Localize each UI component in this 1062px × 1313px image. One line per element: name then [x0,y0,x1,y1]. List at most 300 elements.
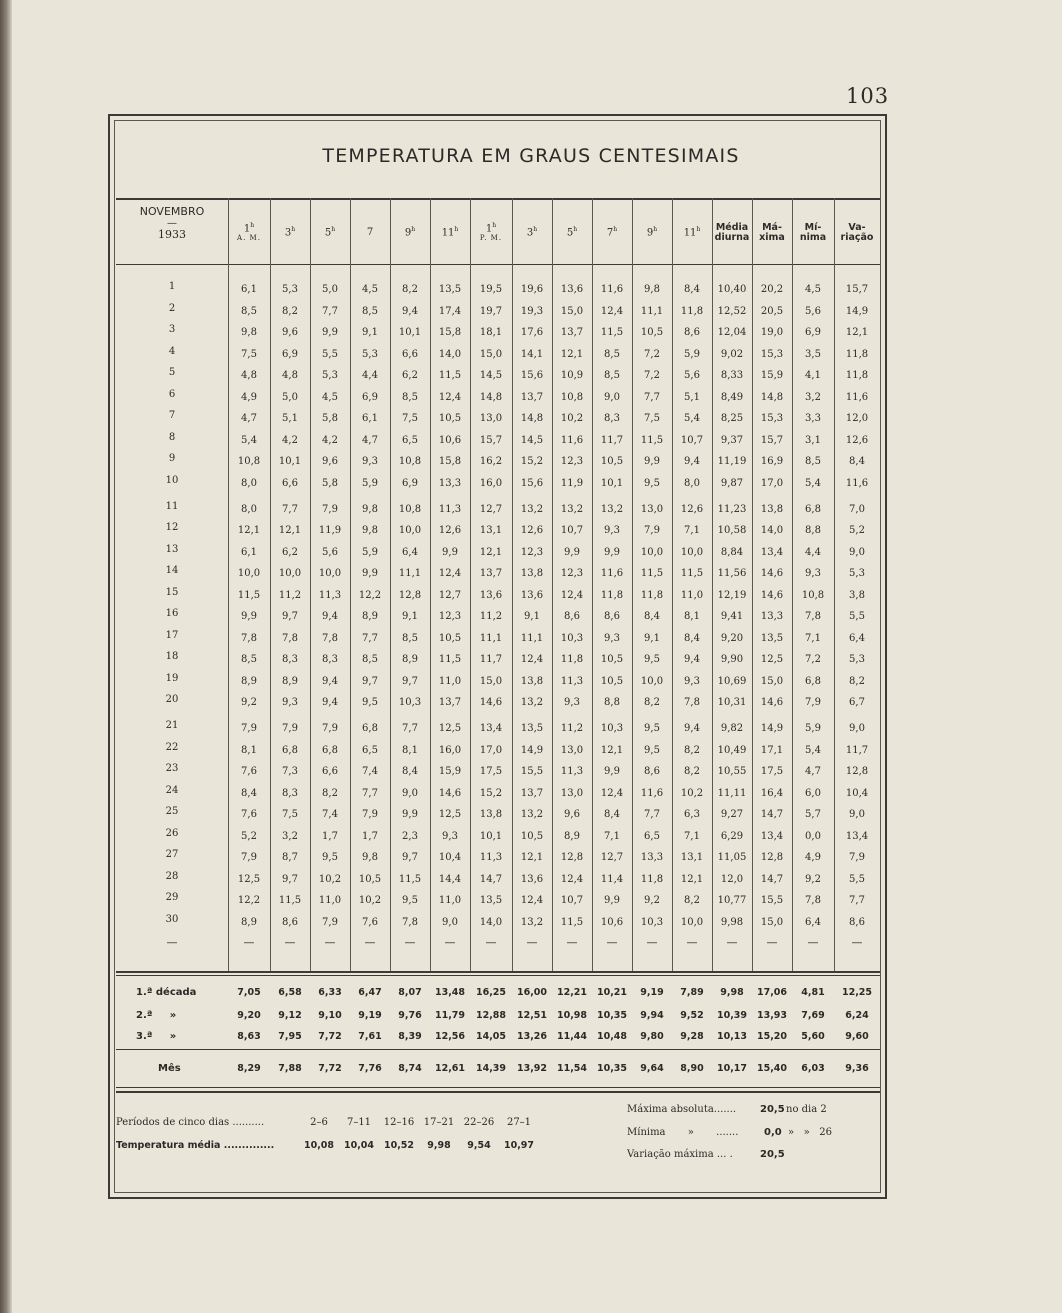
table-cell: 10,5 [600,675,624,687]
table-row-day: 28 [165,870,179,882]
table-cell: 10,0 [237,568,261,580]
table-cell: 12,52 [717,305,747,317]
summary-cell: 9,76 [398,1010,422,1021]
table-cell: 11,0 [680,589,704,601]
table-cell: 11,5 [438,654,462,666]
table-cell: 7,8 [684,697,700,709]
table-cell: 8,2 [402,284,418,295]
table-cell: 7,6 [362,916,378,928]
table-cell: 13,4 [760,830,784,842]
header-extra-line1: Va- [848,222,866,234]
dash-row-cell: — [766,935,778,949]
table-cell: 7,7 [402,723,418,734]
table-cell: 7,0 [849,503,865,515]
table-row-day: 24 [165,784,179,796]
table-cell: 4,7 [805,766,821,778]
table-cell: 11,9 [318,525,342,537]
table-cell: 10,2 [680,787,704,799]
table-cell: 9,7 [402,675,418,687]
summary-cell: 9,52 [680,1010,704,1021]
table-row-day: 22 [165,741,179,753]
table-cell: 14,9 [520,744,544,756]
header-hour-11 [672,204,712,262]
table-cell: 6,5 [362,744,378,756]
table-cell: 9,27 [720,809,744,821]
table-cell: 5,1 [282,413,298,425]
table-cell: 11,4 [600,873,624,885]
table-cell: 8,1 [241,744,257,756]
table-cell: 10,58 [717,525,747,537]
table-cell: 7,8 [322,632,338,644]
table-row-day: 6 [168,388,176,400]
table-cell: 6,9 [805,327,821,339]
table-cell: 9,8 [362,852,378,864]
book-spine [0,0,12,1313]
header-extra-line2: xima [759,232,785,243]
table-cell: 8,9 [362,611,378,623]
table-cell: 17,5 [479,766,503,778]
table-cell: 14,1 [520,348,544,360]
table-cell: 17,0 [760,477,784,489]
header-hour-2 [310,204,350,262]
table-cell: 12,4 [600,305,624,317]
table-cell: 14,6 [760,568,784,580]
table-cell: 12,0 [720,873,744,885]
table-cell: 7,9 [241,852,257,864]
table-cell: 3,5 [805,348,821,360]
header-hour-9 [592,204,632,262]
table-cell: 14,8 [479,391,503,403]
table-cell: 8,9 [241,916,257,928]
table-cell: 7,1 [604,830,620,842]
table-cell: 11,0 [438,675,462,687]
header-hour-label: 5$^h$ [566,226,578,239]
table-cell: 11,23 [717,503,747,515]
table-cell: 11,2 [479,611,503,623]
header-hour-sup: h [696,226,701,234]
table-cell: 5,5 [849,873,865,885]
table-cell: 15,2 [520,456,544,468]
table-cell: 12,1 [520,852,544,864]
table-cell: 15,6 [520,477,544,489]
summary-cell: 12,88 [475,1010,507,1021]
table-cell: 15,2 [479,787,503,799]
table-cell: 8,5 [362,654,378,666]
period-range: 7–11 [346,1117,372,1128]
rule-line [116,1049,880,1050]
table-cell: 14,0 [760,525,784,537]
dash-row-cell: — [404,935,416,949]
summary-cell: 8,07 [398,987,422,998]
table-cell: 5,8 [322,413,338,425]
table-cell: 9,4 [402,305,418,317]
table-cell: 8,9 [402,654,418,666]
summary-label: Mês [158,1063,181,1074]
table-cell: 10,3 [398,697,422,709]
header-hour-sup: h [573,226,578,234]
summary-cell: 5,60 [801,1031,825,1042]
table-cell: 11,8 [845,370,869,382]
table-cell: 10,3 [560,632,584,644]
summary-cell: 16,25 [475,987,507,998]
table-cell: 14,9 [760,723,784,734]
header-hour-10 [632,204,672,262]
min-value: 0,0 [764,1127,782,1138]
table-cell: 14,5 [520,434,544,446]
header-extra-line1: Média [715,222,749,234]
table-cell: 5,9 [805,723,821,734]
table-cell: 12,1 [479,546,503,558]
period-range: 17–21 [423,1117,455,1128]
min-label: Mínima » ....... [627,1127,739,1138]
table-cell: 15,7 [760,434,784,446]
header-year: 1933 [158,228,186,242]
table-cell: 9,7 [362,675,378,687]
table-cell: 12,8 [560,852,584,864]
table-cell: 7,8 [282,632,298,644]
table-cell: 13,8 [520,568,544,580]
table-cell: 9,8 [362,503,378,515]
table-cell: 12,3 [560,456,584,468]
table-cell: 1,7 [362,830,378,842]
table-cell: 10,9 [560,370,584,382]
table-cell: 19,0 [760,327,784,339]
table-cell: 3,1 [805,434,821,446]
table-cell: 15,0 [479,348,503,360]
table-cell: 8,5 [604,348,620,360]
table-cell: 6,9 [362,391,378,403]
period-mean: 10,08 [303,1140,335,1151]
table-cell: 6,5 [644,830,660,842]
table-cell: 8,2 [644,697,660,709]
table-row-day: 18 [165,651,179,663]
summary-label: 1.ª década [136,987,197,998]
header-dash: — [167,218,177,230]
table-cell: 7,1 [684,525,700,537]
table-cell: 4,2 [282,434,298,446]
table-cell: 14,6 [479,697,503,709]
header-hour-label: 11$^h$ [683,226,701,239]
table-cell: 9,9 [564,546,580,558]
table-cell: 4,5 [362,284,378,295]
summary-cell: 9,80 [640,1031,664,1042]
table-cell: 12,6 [438,525,462,537]
table-cell: 12,1 [845,327,869,339]
table-cell: 11,7 [479,654,503,666]
table-cell: 5,6 [805,305,821,317]
table-cell: 9,8 [362,525,378,537]
table-row-day: 14 [165,565,179,577]
summary-cell: 8,39 [398,1031,422,1042]
table-cell: 6,6 [282,477,298,489]
table-cell: 5,4 [805,477,821,489]
table-cell: 9,0 [442,916,458,928]
summary-cell: 6,24 [845,1010,869,1021]
table-cell: 9,2 [644,895,660,907]
summary-cell: 9,19 [358,1010,382,1021]
table-cell: 7,8 [241,632,257,644]
table-cell: 8,84 [720,546,744,558]
summary-cell: 9,28 [680,1031,704,1042]
table-cell: 17,4 [438,305,462,317]
table-cell: 8,9 [241,675,257,687]
summary-cell: 10,39 [716,1010,748,1021]
table-cell: 10,3 [640,916,664,928]
table-cell: 11,7 [600,434,624,446]
table-cell: 16,2 [479,456,503,468]
table-cell: 13,0 [479,413,503,425]
table-cell: 7,9 [644,525,660,537]
table-cell: 9,0 [849,546,865,558]
dash-row-cell: — [526,935,538,949]
table-cell: 3,2 [805,391,821,403]
summary-cell: 9,94 [640,1010,664,1021]
summary-cell: 10,13 [716,1031,748,1042]
table-cell: 8,5 [402,391,418,403]
table-cell: 14,6 [760,697,784,709]
table-cell: 11,8 [560,654,584,666]
table-cell: 10,7 [560,895,584,907]
summary-cell: 10,17 [716,1063,748,1074]
summary-cell: 7,05 [237,987,261,998]
table-cell: 9,3 [604,632,620,644]
table-row-day: 4 [168,345,176,357]
table-cell: 9,2 [241,697,257,709]
table-cell: 8,4 [241,787,257,799]
table-cell: 6,8 [282,744,298,756]
table-cell: 7,8 [805,611,821,623]
table-cell: 12,5 [438,723,462,734]
table-cell: 9,87 [720,477,744,489]
table-cell: 7,9 [322,916,338,928]
summary-cell: 6,58 [278,987,302,998]
table-cell: 5,2 [241,830,257,842]
header-extra-line2: riação [840,232,874,243]
table-cell: 6,1 [241,284,257,295]
summary-cell: 8,29 [237,1063,261,1074]
header-hour-sup: h [454,226,459,234]
period-range: 12–16 [383,1117,415,1128]
table-cell: 5,3 [282,284,298,295]
table-cell: 10,5 [438,632,462,644]
table-cell: 6,8 [322,744,338,756]
table-cell: 9,1 [524,611,540,623]
table-cell: 19,5 [479,284,503,295]
table-cell: 6,8 [805,675,821,687]
table-cell: 8,3 [322,654,338,666]
table-cell: 13,6 [520,873,544,885]
table-cell: 5,8 [322,477,338,489]
table-cell: 10,6 [438,434,462,446]
header-hour-6 [470,204,512,262]
table-cell: 7,5 [644,413,660,425]
table-cell: 12,8 [398,589,422,601]
table-cell: 11,11 [717,787,747,799]
table-cell: 9,0 [402,787,418,799]
table-cell: 14,0 [479,916,503,928]
header-hour-period: A. M. [237,234,261,243]
summary-cell: 9,20 [237,1010,261,1021]
table-cell: 8,4 [849,456,865,468]
table-cell: 8,1 [684,611,700,623]
table-cell: 7,9 [849,852,865,864]
table-cell: 10,7 [680,434,704,446]
header-hour-4 [390,204,430,262]
table-cell: 9,5 [644,477,660,489]
table-row-day: 11 [165,500,179,512]
table-cell: 13,7 [438,697,462,709]
table-row-day: 20 [165,694,179,706]
table-cell: 9,9 [322,327,338,339]
table-cell: 13,7 [520,391,544,403]
table-cell: 13,3 [640,852,664,864]
table-cell: 5,3 [849,654,865,666]
table-cell: 11,0 [318,895,342,907]
period-mean: 9,54 [467,1140,491,1151]
table-cell: 13,5 [438,284,462,295]
table-cell: 17,0 [479,744,503,756]
table-cell: 5,5 [322,348,338,360]
table-cell: 9,8 [241,327,257,339]
summary-cell: 12,25 [841,987,873,998]
table-cell: 10,5 [520,830,544,842]
rule-line [116,264,880,265]
summary-cell: 7,89 [680,987,704,998]
header-hour-label: 9$^h$ [646,226,658,239]
dash-row-cell: — [686,935,698,949]
table-cell: 9,2 [805,873,821,885]
rule-line [116,1087,880,1088]
table-cell: 15,8 [438,456,462,468]
table-cell: 11,8 [600,589,624,601]
table-cell: 1,7 [322,830,338,842]
table-cell: 4,9 [805,852,821,864]
table-cell: 6,1 [362,413,378,425]
table-cell: 13,0 [560,744,584,756]
table-cell: 13,0 [560,787,584,799]
table-cell: 11,8 [640,589,664,601]
table-cell: 10,8 [398,503,422,515]
table-cell: 12,0 [845,413,869,425]
header-hour-5 [430,204,470,262]
table-cell: 8,3 [604,413,620,425]
table-cell: 8,2 [849,675,865,687]
table-cell: 14,6 [438,787,462,799]
summary-cell: 7,72 [318,1063,342,1074]
table-cell: 13,7 [560,327,584,339]
table-cell: 9,0 [849,723,865,734]
table-cell: 10,0 [278,568,302,580]
table-cell: 11,5 [640,568,664,580]
dash-row-cell: — [364,935,376,949]
table-cell: 20,2 [760,284,784,295]
summary-cell: 8,74 [398,1063,422,1074]
table-cell: 11,0 [438,895,462,907]
table-cell: 11,5 [640,434,664,446]
table-cell: 11,5 [680,568,704,580]
table-cell: 8,8 [604,697,620,709]
table-cell: 13,1 [479,525,503,537]
table-row-day: 23 [165,763,179,775]
table-cell: 10,6 [600,916,624,928]
table-cell: 13,8 [520,675,544,687]
header-hour-period: P. M. [479,234,503,243]
table-cell: 14,8 [520,413,544,425]
table-cell: 13,2 [600,503,624,515]
header-month: NOVEMBRO [139,205,205,218]
summary-cell: 4,81 [801,987,825,998]
table-cell: 12,3 [438,611,462,623]
summary-cell: 7,61 [358,1031,382,1042]
table-cell: 13,1 [680,852,704,864]
table-cell: 10,1 [398,327,422,339]
table-cell: 12,4 [438,568,462,580]
table-cell: 5,3 [322,370,338,382]
table-cell: 15,5 [760,895,784,907]
table-cell: 13,3 [760,611,784,623]
table-cell: 9,6 [322,456,338,468]
table-cell: 3,8 [849,589,865,601]
table-row-day: 7 [168,410,176,422]
table-cell: 10,8 [560,391,584,403]
summary-cell: 9,60 [845,1031,869,1042]
table-cell: 12,2 [358,589,382,601]
header-hour-sup: h [291,226,296,234]
table-cell: 11,1 [398,568,422,580]
table-cell: 9,3 [564,697,580,709]
table-cell: 13,5 [520,723,544,734]
table-cell: 15,5 [520,766,544,778]
period-range: 27–1 [506,1117,532,1128]
table-row-day: 25 [165,806,179,818]
header-hour-sup: h [533,226,538,234]
table-cell: 13,4 [845,830,869,842]
table-cell: 7,7 [322,305,338,317]
header-hour-0 [228,204,270,262]
table-cell: 16,0 [438,744,462,756]
table-cell: 12,4 [520,654,544,666]
summary-cell: 15,20 [756,1031,788,1042]
table-cell: 14,9 [845,305,869,317]
table-cell: 8,33 [720,370,744,382]
table-cell: 11,6 [640,787,664,799]
table-cell: 4,7 [241,413,257,425]
table-cell: 10,5 [600,654,624,666]
page-title: TEMPERATURA EM GRAUS CENTESIMAIS [322,145,740,167]
header-extra-1 [752,204,792,262]
table-cell: 7,1 [805,632,821,644]
table-cell: 11,3 [438,503,462,515]
table-cell: 5,9 [684,348,700,360]
table-cell: 10,3 [600,723,624,734]
summary-cell: 9,10 [318,1010,342,1021]
table-cell: 9,9 [644,456,660,468]
header-extra-line2: diurna [714,232,750,243]
table-cell: 8,1 [402,744,418,756]
table-cell: 15,0 [760,675,784,687]
table-cell: 10,1 [600,477,624,489]
summary-cell: 10,48 [596,1031,628,1042]
table-cell: 11,5 [438,370,462,382]
header-hour-label: 3$^h$ [284,226,296,239]
table-cell: 11,56 [717,568,747,580]
table-cell: 4,8 [282,370,298,382]
table-cell: 11,6 [845,477,869,489]
table-cell: 9,3 [684,675,700,687]
table-cell: 8,2 [684,744,700,756]
table-cell: 9,9 [604,895,620,907]
table-cell: 10,1 [278,456,302,468]
